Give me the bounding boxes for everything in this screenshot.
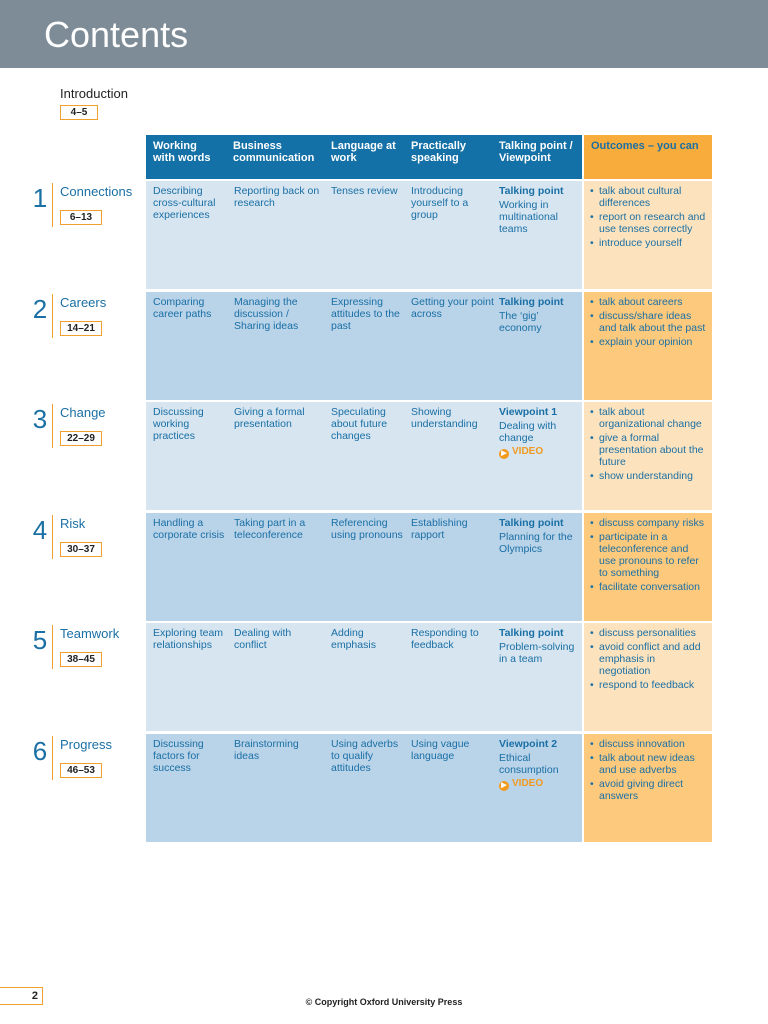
cell-working-with-words: Handling a corporate crisis: [153, 517, 225, 541]
unit-number: 5: [32, 625, 48, 655]
cell-practically-speaking: Showing understanding: [411, 406, 478, 430]
video-label: VIDEO: [512, 778, 544, 789]
cell-language-at-work: Using adverbs to qualify attitudes: [331, 738, 399, 774]
unit-number: 4: [32, 515, 48, 545]
cell-business-communication: Taking part in a teleconference: [234, 517, 306, 541]
cell-practically-speaking: Introducing yourself to a group: [411, 185, 469, 221]
talking-point-heading: Talking point: [499, 517, 564, 529]
copyright-notice: © Copyright Oxford University Press: [305, 997, 463, 1007]
unit-divider: [52, 294, 53, 338]
unit-title: Teamwork: [60, 626, 120, 641]
unit-pages: 22–29: [60, 431, 102, 446]
outcome-item: • avoid giving direct answers: [590, 778, 708, 802]
cell-language-at-work: Tenses review: [331, 185, 398, 197]
video-link[interactable]: [499, 778, 579, 791]
cell-business-communication: Dealing with conflict: [234, 627, 292, 651]
outcome-item: • participate in a teleconference and use pronouns to refer to something: [590, 531, 708, 579]
column-header-working-with-words: Working with words: [146, 135, 226, 179]
cell-talking-point: [499, 627, 579, 665]
column-header-talking-point: Talking point / Viewpoint: [492, 135, 582, 179]
outcomes-list: [590, 296, 708, 350]
cell-working-with-words: Comparing career paths: [153, 296, 212, 320]
unit-pages: 6–13: [60, 210, 102, 225]
cell-practically-speaking: Responding to feedback: [411, 627, 479, 651]
column-header-practically-speaking: Practically speaking: [404, 135, 492, 179]
unit-number: 3: [32, 404, 48, 434]
unit-pages: 14–21: [60, 321, 102, 336]
column-header-business-communication: Business communication: [226, 135, 324, 179]
cell-business-communication: Giving a formal presentation: [234, 406, 305, 430]
outcome-item: • talk about organizational change: [590, 406, 708, 430]
column-header-outcomes: Outcomes – you can: [584, 135, 712, 179]
page-header: [0, 0, 768, 68]
page-title: Contents: [44, 14, 189, 55]
outcome-item: • discuss company risks: [590, 517, 708, 529]
outcome-item: • introduce yourself: [590, 237, 708, 249]
cell-business-communication: Managing the discussion / Sharing ideas: [234, 296, 299, 332]
cell-talking-point: [499, 185, 579, 235]
introduction-pages: 4–5: [60, 105, 98, 120]
cell-talking-point: [499, 517, 579, 555]
unit-title: Change: [60, 405, 106, 420]
talking-point-text: Dealing with change: [499, 420, 557, 444]
unit-title: Progress: [60, 737, 113, 752]
cell-working-with-words: Discussing factors for success: [153, 738, 204, 774]
cell-talking-point: [499, 296, 579, 334]
outcome-item: • talk about cultural differences: [590, 185, 708, 209]
outcome-item: • give a formal presentation about the future: [590, 432, 708, 468]
cell-talking-point: [499, 738, 579, 791]
cell-practically-speaking: Establishing rapport: [411, 517, 468, 541]
video-link[interactable]: [499, 446, 579, 459]
unit-title: Risk: [60, 516, 86, 531]
play-icon: ▶: [499, 449, 509, 459]
outcomes-list: [590, 738, 708, 804]
talking-point-text: Working in multinational teams: [499, 199, 558, 235]
outcome-item: • explain your opinion: [590, 336, 708, 348]
video-label: VIDEO: [512, 446, 544, 457]
unit-divider: [52, 736, 53, 780]
cell-business-communication: Brainstorming ideas: [234, 738, 299, 762]
talking-point-text: Planning for the Olympics: [499, 531, 573, 555]
cell-working-with-words: Exploring team relationships: [153, 627, 224, 651]
outcome-item: • talk about careers: [590, 296, 708, 308]
cell-working-with-words: Discussing working practices: [153, 406, 204, 442]
unit-pages: 38–45: [60, 652, 102, 667]
talking-point-text: The ‘gig’ economy: [499, 310, 542, 334]
talking-point-text: Ethical consumption: [499, 752, 559, 776]
cell-practically-speaking: Getting your point across: [411, 296, 494, 320]
unit-title: Connections: [60, 184, 133, 199]
talking-point-heading: Talking point: [499, 185, 564, 197]
unit-number: 2: [32, 294, 48, 324]
unit-pages: 46–53: [60, 763, 102, 778]
outcome-item: • respond to feedback: [590, 679, 708, 691]
introduction-label: Introduction: [60, 86, 128, 101]
outcome-item: • talk about new ideas and use adverbs: [590, 752, 708, 776]
unit-divider: [52, 625, 53, 669]
outcome-item: • report on research and use tenses correctly: [590, 211, 708, 235]
outcome-item: • avoid conflict and add emphasis in negotiation: [590, 641, 708, 677]
cell-language-at-work: Referencing using pronouns: [331, 517, 403, 541]
talking-point-heading: Viewpoint 2: [499, 738, 558, 750]
cell-talking-point: [499, 406, 579, 459]
unit-divider: [52, 515, 53, 559]
cell-working-with-words: Describing cross-cultural experiences: [153, 185, 216, 221]
outcome-item: • facilitate conversation: [590, 581, 708, 593]
unit-title: Careers: [60, 295, 107, 310]
cell-business-communication: Reporting back on research: [234, 185, 320, 209]
outcome-item: • show understanding: [590, 470, 708, 482]
talking-point-heading: Talking point: [499, 627, 564, 639]
unit-pages: 30–37: [60, 542, 102, 557]
unit-divider: [52, 183, 53, 227]
column-header-language-at-work: Language at work: [324, 135, 404, 179]
outcome-item: • discuss personalities: [590, 627, 708, 639]
outcomes-list: [590, 627, 708, 693]
outcomes-list: [590, 185, 708, 251]
outcome-item: • discuss/share ideas and talk about the past: [590, 310, 708, 334]
footer-page-number: 2: [0, 987, 43, 1005]
outcomes-list: [590, 517, 708, 595]
outcomes-list: [590, 406, 708, 484]
cell-language-at-work: Expressing attitudes to the past: [331, 296, 400, 332]
unit-number: 6: [32, 736, 48, 766]
talking-point-heading: Viewpoint 1: [499, 406, 558, 418]
cell-language-at-work: Adding emphasis: [331, 627, 376, 651]
talking-point-text: Problem-solving in a team: [499, 641, 575, 665]
talking-point-heading: Talking point: [499, 296, 564, 308]
play-icon: ▶: [499, 781, 509, 791]
cell-practically-speaking: Using vague language: [411, 738, 470, 762]
outcome-item: • discuss innovation: [590, 738, 708, 750]
unit-divider: [52, 404, 53, 448]
unit-number: 1: [32, 183, 48, 213]
cell-language-at-work: Speculating about future changes: [331, 406, 388, 442]
